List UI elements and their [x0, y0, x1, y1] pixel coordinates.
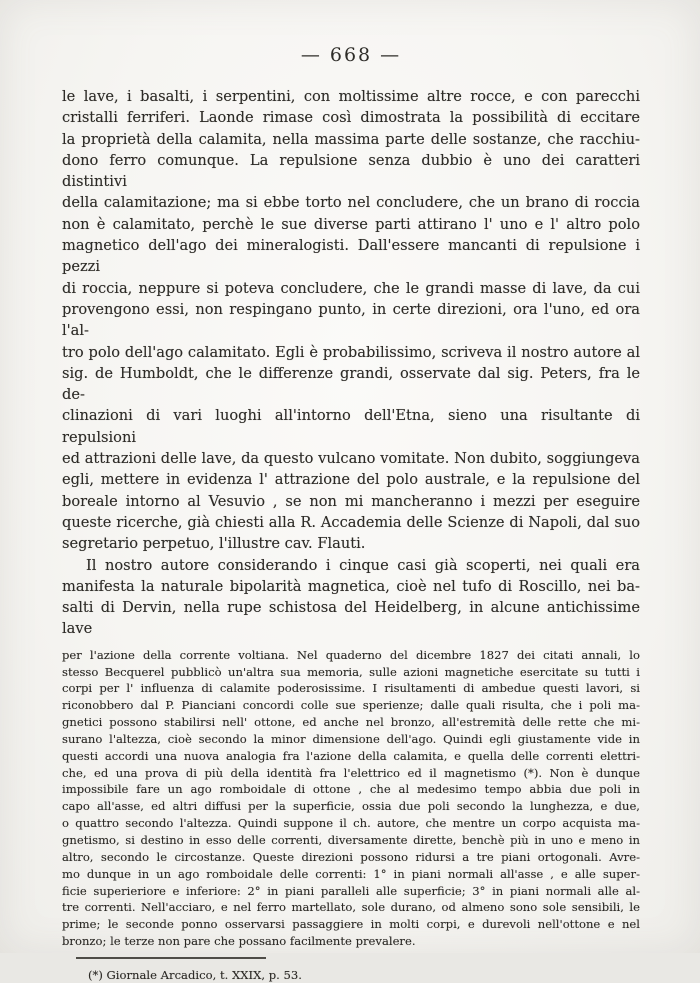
text-line: magnetico dell'ago dei mineralogisti. Dall'essere mancanti di repulsione i pezzi [62, 237, 640, 276]
text-line: impossibile fare un ago romboidale di ottone , che al medesimo tempo abbia due poli in [62, 782, 640, 797]
text-line: la proprietà della calamita, nella massima parte delle sostanze, che racchiu- [62, 130, 640, 148]
text-line: della calamitazione; ma si ebbe torto nel concludere, che un brano di roccia [62, 194, 640, 212]
text-line: gnetismo, si destino in esso delle correnti, diversamente dirette, benchè più in uno e meno in [62, 833, 640, 847]
text-line: bronzo; le terze non pare che possano facilmente prevalere. [62, 934, 416, 949]
text-line: di roccia, neppure si poteva concludere, che le grandi masse di lave, da cui [62, 279, 640, 297]
text-line: queste ricerche, già chiesti alla R. Accademia delle Scienze di Napoli, dal suo [62, 513, 640, 531]
text-line: prime; le seconde ponno osservarsi passaggiere in molti corpi, e durevoli nell'ottone e nel [62, 917, 640, 932]
text-line: altro, secondo le circostanze. Queste direzioni possono ridursi a tre piani ortogonali. Avre- [62, 849, 640, 864]
text-line: non è calamitato, perchè le sue diverse parti attirano l' uno e l' altro polo [62, 215, 640, 233]
text-line: egli, mettere in evidenza l' attrazione del polo australe, e la repulsione del [62, 471, 640, 489]
text-line: gnetici possono stabilirsi nell' ottone, ed anche nel bronzo, all'estremità delle rette che mi- [62, 715, 640, 730]
text-line: corpi per l' influenza di calamite poderosissime. I risultamenti di ambedue questi lavori, si [62, 681, 640, 696]
text-line: capo all'asse, ed altri diffusi per la superficie, ossia due poli secondo la lunghezza, e due, [62, 799, 640, 814]
text-line: dono ferro comunque. La repulsione senza dubbio è uno dei caratteri distintivi [62, 151, 640, 191]
text-line: Il nostro autore considerando i cinque casi già scoperti, nei quali era [86, 556, 640, 574]
footnote-separator [76, 957, 266, 959]
text-line: stesso Becquerel pubblicò un'altra sua memoria, sulle azioni magnetiche esercitate su tutti i [62, 664, 640, 679]
text-line: tro polo dell'ago calamitato. Egli è probabilissimo, scriveva il nostro autore al [62, 343, 640, 361]
text-line: questi accordi una nuova analogia fra l'azione della calamita, e quella delle correnti elettri- [62, 748, 640, 763]
text-line: mo dunque in un ago romboidale delle correnti: 1° in piani normali all'asse , e alle super- [62, 866, 640, 881]
footnote-text [62, 647, 640, 950]
footnote-citation: (*) Giornale Arcadico, t. XXIX, p. 53. [88, 967, 302, 982]
text-line: boreale intorno al Vesuvio , se non mi mancheranno i mezzi per eseguire [62, 492, 640, 510]
text-line: segretario perpetuo, l'illustre cav. Flauti. [62, 535, 366, 553]
text-line: provengono essi, non respingano punto, in certe direzioni, ora l'uno, ed ora l'al- [62, 300, 640, 340]
text-line: salti di Dervin, nella rupe schistosa del Heidelberg, in alcune antichissime lave [62, 599, 640, 638]
page-number: — 668 — [300, 44, 402, 66]
text-line: cristalli ferriferi. Laonde rimase così dimostrata la possibilità di eccitare [62, 109, 640, 127]
text-line: manifesta la naturale bipolarità magnetica, cioè nel tufo di Roscillo, nei ba- [62, 577, 640, 595]
text-line: ed attrazioni delle lave, da questo vulcano vomitate. Non dubito, soggiungeva [62, 450, 640, 468]
text-line: riconobbero dal P. Pianciani concordi colle sue sperienze; dalle quali risulta, che i poli ma- [62, 698, 640, 713]
text-line: o quattro secondo l'altezza. Quindi suppone il ch. autore, che mentre un corpo acquista ma- [62, 816, 640, 831]
text-line: surano l'altezza, cioè secondo la minor dimensione dell'ago. Quindi egli giustamente vide in [62, 731, 640, 746]
main-text [62, 86, 640, 640]
text-line: clinazioni di vari luoghi all'intorno dell'Etna, sieno una risultante di repulsioni [62, 407, 640, 446]
text-line: le lave, i basalti, i serpentini, con moltissime altre rocce, e con parecchi [62, 88, 640, 105]
text-line: sig. de Humboldt, che le differenze grandi, osservate dal sig. Peters, fra le de- [62, 364, 640, 404]
text-line: per l'azione della corrente voltiana. Nel quaderno del dicembre 1827 dei citati annali, lo [62, 647, 640, 662]
text-line: che, ed una prova di più della identità fra l'elettrico ed il magnetismo (*). Non è dunque [62, 765, 640, 780]
text-line: tre correnti. Nell'acciaro, e nel ferro martellato, sole durano, od almeno sono sole sensibili, le [62, 900, 640, 915]
text-line: ficie superieriore e inferiore: 2° in piani paralleli alle superficie; 3° in piani normali alle al- [62, 883, 640, 898]
